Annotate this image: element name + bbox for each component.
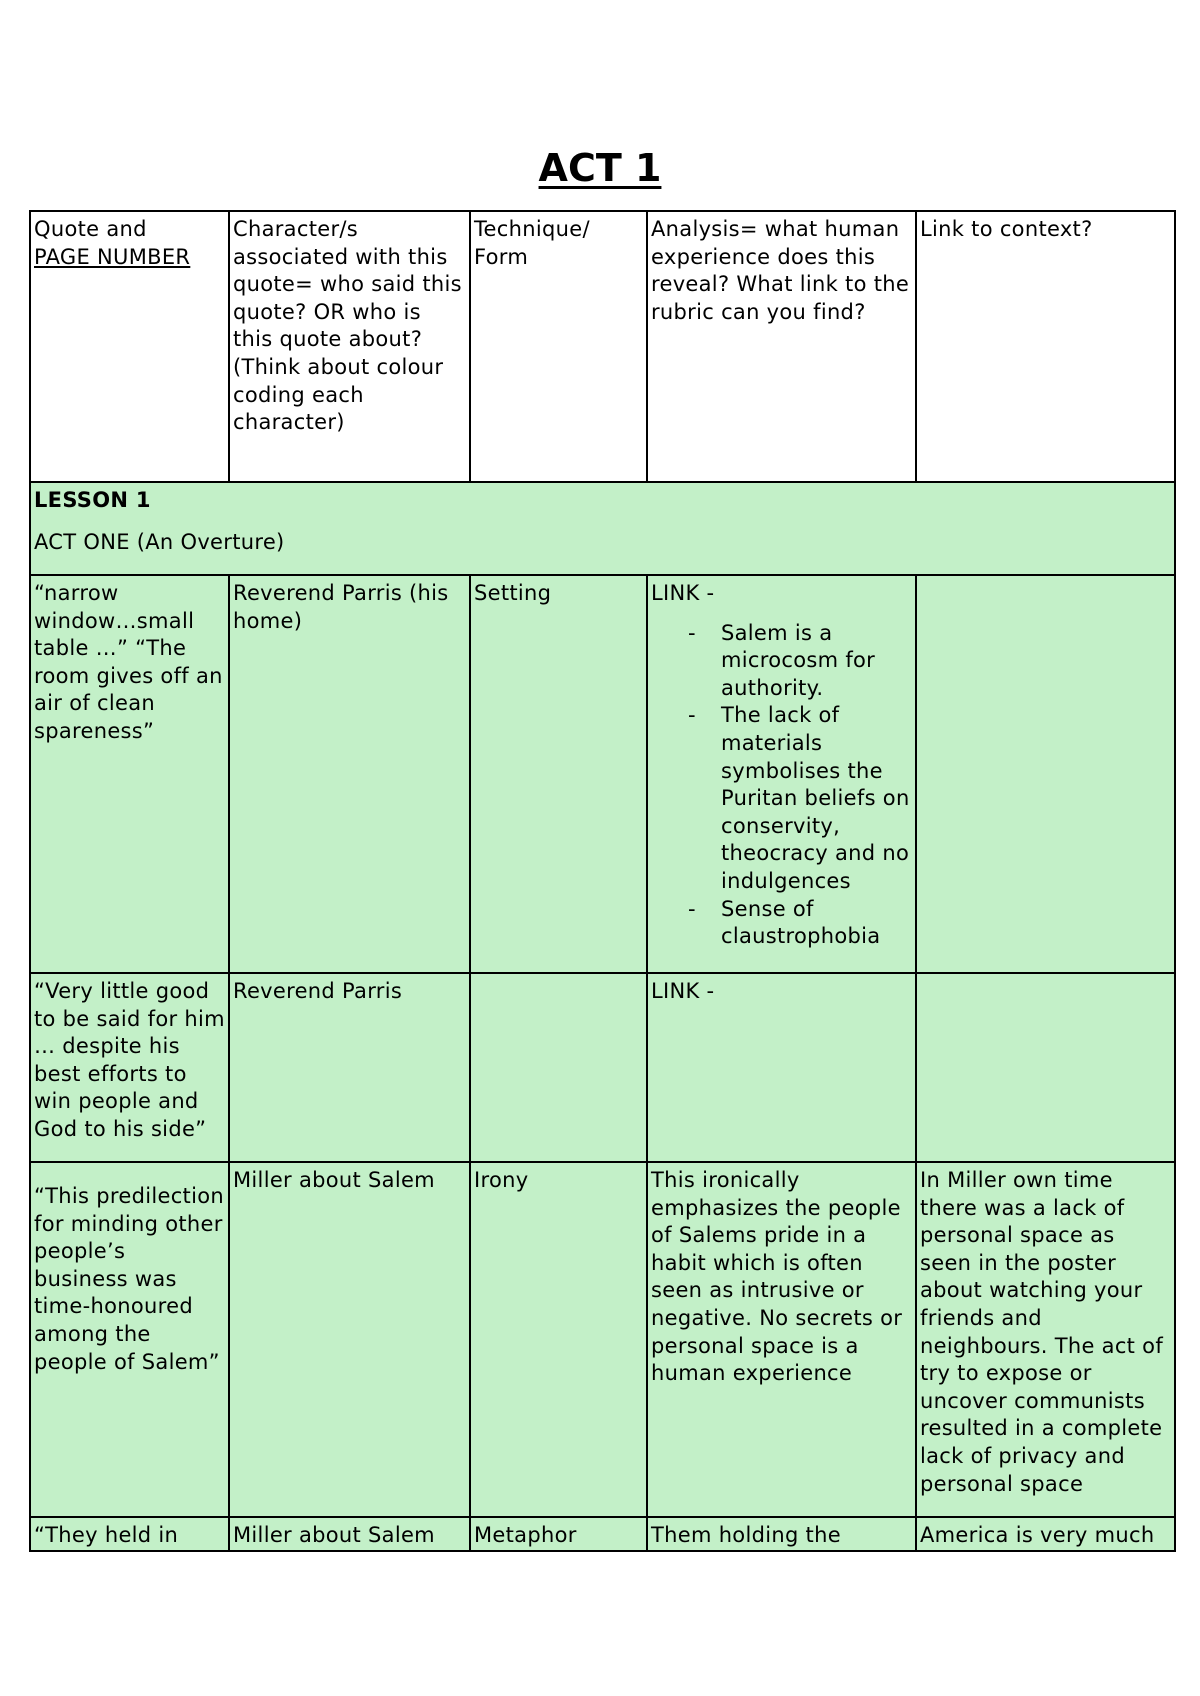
context-cell: America is very much <box>916 1517 1175 1551</box>
technique-cell: Metaphor <box>470 1517 647 1551</box>
quote-cell: “narrow window…small table …” “The room gives off an air of clean spareness” <box>30 575 229 973</box>
character-cell: Reverend Parris <box>229 973 470 1162</box>
header-quote-label: Quote and <box>34 217 147 241</box>
analysis-cell: LINK - <box>647 973 916 1162</box>
table-row <box>30 1162 1175 1517</box>
context-cell <box>916 575 1175 973</box>
table-header-row <box>30 211 1175 482</box>
quote-text: “This predilection for minding other people’s business was time-honoured among the people of Salem” <box>34 1184 224 1374</box>
document-title: ACT 1 <box>538 146 662 190</box>
quote-cell: “Very little good to be said for him … despite his best efforts to win people and God to his side” <box>30 973 229 1162</box>
quote-cell <box>30 1162 229 1517</box>
analysis-link-label: LINK - <box>651 581 715 605</box>
analysis-point: - The lack of materials symbolises the Puritan beliefs on conservity, theocracy and no indulgences <box>651 702 912 895</box>
analysis-point: - Salem is a microcosm for authority. <box>651 620 912 703</box>
header-characters: Character/s associated with this quote= who said this quote? OR who is this quote about? (Think about colour coding each character) <box>229 211 470 482</box>
context-cell: In Miller own time there was a lack of personal space as seen in the poster about watching your friends and neighbours. The act of try to expose or uncover communists resulted in a complete lack of privacy and personal space <box>916 1162 1175 1517</box>
table-row <box>30 1517 1175 1551</box>
character-cell: Miller about Salem <box>229 1162 470 1517</box>
context-cell <box>916 973 1175 1162</box>
table-row <box>30 973 1175 1162</box>
header-page-number-label: PAGE NUMBER <box>34 244 191 269</box>
table-row <box>30 575 1175 973</box>
technique-cell <box>470 973 647 1162</box>
lesson-row <box>30 482 1175 575</box>
header-quote-page <box>30 211 229 482</box>
analysis-cell <box>647 575 916 973</box>
technique-cell: Irony <box>470 1162 647 1517</box>
analysis-cell: This ironically emphasizes the people of Salems pride in a habit which is often seen as intrusive or negative. No secrets or personal space is a human experience <box>647 1162 916 1517</box>
header-technique: Technique/ Form <box>470 211 647 482</box>
analysis-point: - Sense of claustrophobia <box>651 896 912 951</box>
lesson-subtitle: ACT ONE (An Overture) <box>34 529 285 554</box>
lesson-title: LESSON 1 <box>34 488 151 512</box>
quote-top-spacer <box>34 1167 225 1183</box>
technique-cell: Setting <box>470 575 647 973</box>
lesson-cell <box>30 482 1175 575</box>
character-cell: Reverend Parris (his home) <box>229 575 470 973</box>
analysis-points-list <box>651 620 912 951</box>
analysis-table <box>29 210 1176 1552</box>
quote-cell: “They held in <box>30 1517 229 1551</box>
header-context: Link to context? <box>916 211 1175 482</box>
analysis-cell: Them holding the <box>647 1517 916 1551</box>
header-analysis: Analysis= what human experience does this reveal? What link to the rubric can you find? <box>647 211 916 482</box>
character-cell: Miller about Salem <box>229 1517 470 1551</box>
